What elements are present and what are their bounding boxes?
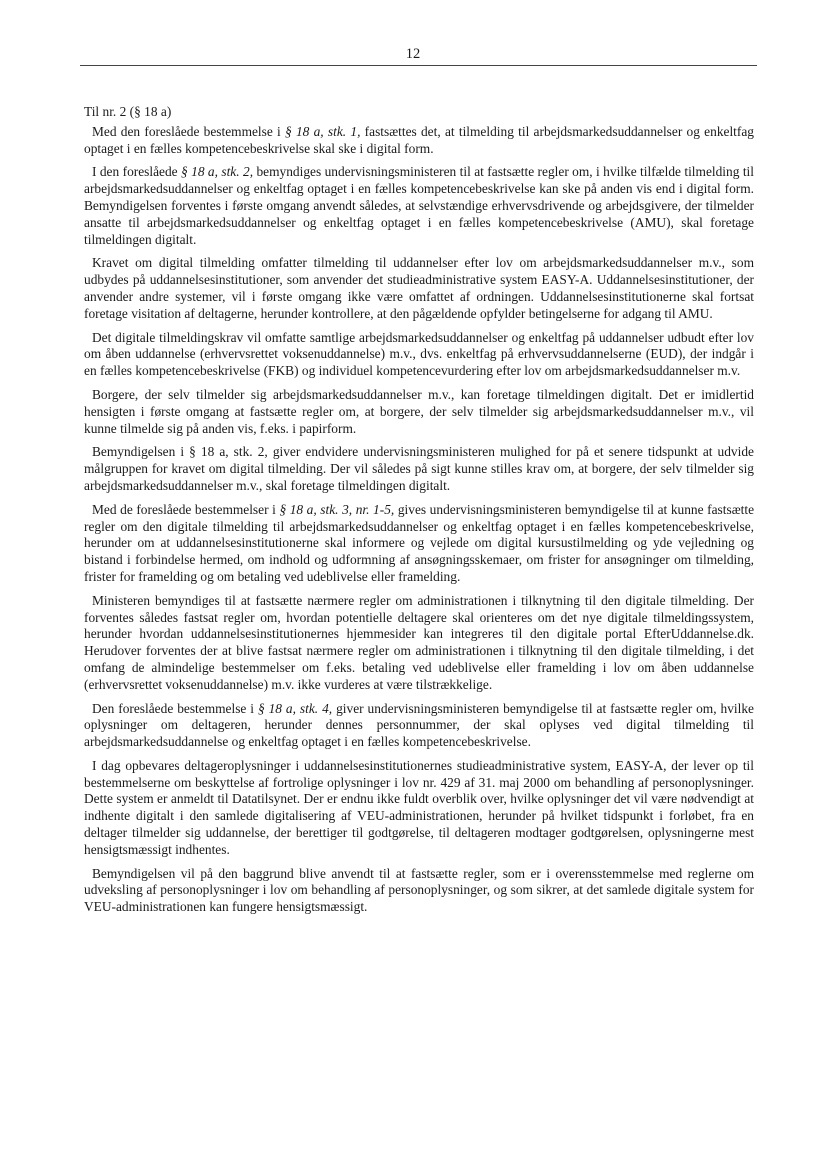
paragraph-2 [84, 164, 754, 248]
legal-reference: § 18 a, stk. 2, [181, 164, 254, 180]
paragraph-8: Ministeren bemyndiges til at fastsætte nærmere regler om administrationen i tilknytning til den digitale tilmelding. Der forventes således fastsat regler om, hvordan potentielle deltagere skal orienteres om det nye digitale tilmeldingssystem, herunder hvordan uddannelsesinstitutionernes hjemmesider kan integreres til den digitale portal EfterUddannelse.dk. Herudover forventes der at blive fastsat nærmere regler om administrationen i tilknytning til den digitale tilmelding, i det omfang de almindelige bestemmelser om f.eks. betaling ved udeblivelse eller framelding i lov om åben uddannelse (erhvervsrettet voksenuddannelse) m.v. ikke vurderes at være tilstrækkelige. [84, 592, 754, 692]
paragraph-4: Det digitale tilmeldingskrav vil omfatte samtlige arbejdsmarkedsuddannelser og enkeltfag på uddannelser udbudt efter lov om åben uddannelse (erhvervsrettet voksenuddannelse) m.v., dvs. enkeltfag på erhvervsuddannelserne (EUD), der indgår i en fælles kompetencebeskrivelse (FKB) og individuel kompetencevurdering efter lov om arbejdsmarkedsuddannelser m.v. [84, 329, 754, 379]
legal-reference: § 18 a, stk. 4, [257, 700, 333, 716]
paragraph-text: Den foreslåede bestemmelse i [92, 700, 258, 716]
paragraph-1 [84, 124, 754, 158]
page-number: 12 [405, 46, 421, 62]
paragraph-7 [84, 502, 754, 586]
legal-reference: § 18 a, stk. 3, nr. 1-5, [279, 501, 395, 517]
paragraph-10: I dag opbevares deltageroplysninger i uddannelsesinstitutionernes studieadministrative system, EASY-A, der lever op til bestemmelserne om beskyttelse af fortrolige oplysninger i lov nr. 429 af 31. maj 2000 om behandling af personoplysninger. Dette system er anmeldt til Datatilsynet. Der er endnu ikke fuldt overblik over, hvilke oplysninger det vil være nødvendigt at indhente digitalt i den samlede digitalisering af VEU-administrationen, herunder på hvilket tidspunkt i forløbet, fra en deltager tilmelder sig uddannelse, der berettiger til godtgørelse, til deltageren modtager godtgørelsen, oplysningerne mest hensigtsmæssigt indhentes. [84, 757, 754, 857]
paragraph-6: Bemyndigelsen i § 18 a, stk. 2, giver endvidere undervisningsministeren mulighed for på et senere tidspunkt at udvide målgruppen for kravet om digital tilmelding. Der vil således på sigt kunne stilles krav om, at borgere, der selv tilmelder sig arbejdsmarkedsuddannelser m.v., skal foretage tilmeldingen digitalt. [84, 444, 754, 493]
paragraph-text: bemyndiges undervisningsministeren til at fastsætte regler om, i hvilke tilfælde tilmelding til arbejdsmarkedsuddannelser og enkeltfag optaget i en fælles kompetencebeskrivelse kan ske på anden vis end i digital form. Bemyndigelsen forventes i første omgang anvendt således, at selvstændige erhvervsdrivende og arbejdsgivere, der tilmelder ansatte til arbejdsmarkedsuddannelser og enkeltfag optaget i en fælles kompetencebeskrivelse (AMU), skal foretage tilmeldingen digitalt. [84, 164, 754, 247]
legal-reference: § 18 a, stk. 1, [285, 123, 361, 139]
document-body [84, 104, 754, 916]
paragraph-text: Med de foreslåede bestemmelser i [92, 501, 280, 517]
header-rule [80, 65, 757, 66]
paragraph-11: Bemyndigelsen vil på den baggrund blive anvendt til at fastsætte regler, som er i overensstemmelse med reglerne om udveksling af personoplysninger i lov om behandling af personoplysninger, og som sikrer, at det samlede digitale system for VEU-administrationen kan fungere hensigtsmæssigt. [84, 865, 754, 915]
paragraph-text: I den foreslåede [92, 164, 182, 180]
paragraph-text: gives undervisningsministeren bemyndigelse til at kunne fastsætte regler om den digitale tilmelding til arbejdsmarkedsuddannelser og enkeltfag optaget i en fælles kompetencebeskrivelse, herunder om at uddannelsesinstitutionerne skal informere og vejlede om digital kursustilmelding og yde vejledning og bistand i forbindelse hermed, om indhold og udformning af ansøgningsskemaer, om frister for ansøgninger om tilmelding, frister for framelding og om betaling ved udeblivelse eller framelding. [84, 501, 755, 584]
section-heading: Til nr. 2 (§ 18 a) [84, 104, 172, 119]
paragraph-text: giver undervisningsministeren bemyndigelse til at fastsætte regler om, hvilke oplysninger om deltageren, herunder dennes personnummer, der skal oplyses ved digital tilmelding til arbejdsmarkedsuddannelse og enkeltfag optaget i en fælles kompetencebeskrivelse. [84, 700, 754, 750]
paragraph-5: Borgere, der selv tilmelder sig arbejdsmarkedsuddannelser m.v., kan foretage tilmeldingen digitalt. Det er imidlertid hensigten i første omgang at fastsætte regler om, at borgere, der selv tilmelder sig arbejdsmarkedsuddannelser m.v., vil kunne tilmelde sig på anden vis, f.eks. i papirform. [84, 386, 754, 436]
paragraph-text: fastsættes det, at tilmelding til arbejdsmarkedsuddannelser og enkeltfag optaget i en fælles kompetencebeskrivelse skal ske i digital form. [84, 123, 754, 156]
paragraph-text: Med den foreslåede bestemmelse i [92, 123, 286, 139]
paragraph-3: Kravet om digital tilmelding omfatter tilmelding til uddannelser efter lov om arbejdsmarkedsuddannelser m.v., som udbydes på uddannelsesinstitutioner, som anvender det studieadministrative system EASY-A. Uddannelsesinstitutioner, der anvender andre systemer, vil i første omgang ikke være omfattet af ordningen. Uddannelsesinstitutionerne skal fortsat foretage visitation af deltagerne, herunder kontrollere, at den pågældende opfylder betingelserne for adgang til AMU. [84, 255, 754, 321]
paragraph-9 [84, 701, 754, 751]
